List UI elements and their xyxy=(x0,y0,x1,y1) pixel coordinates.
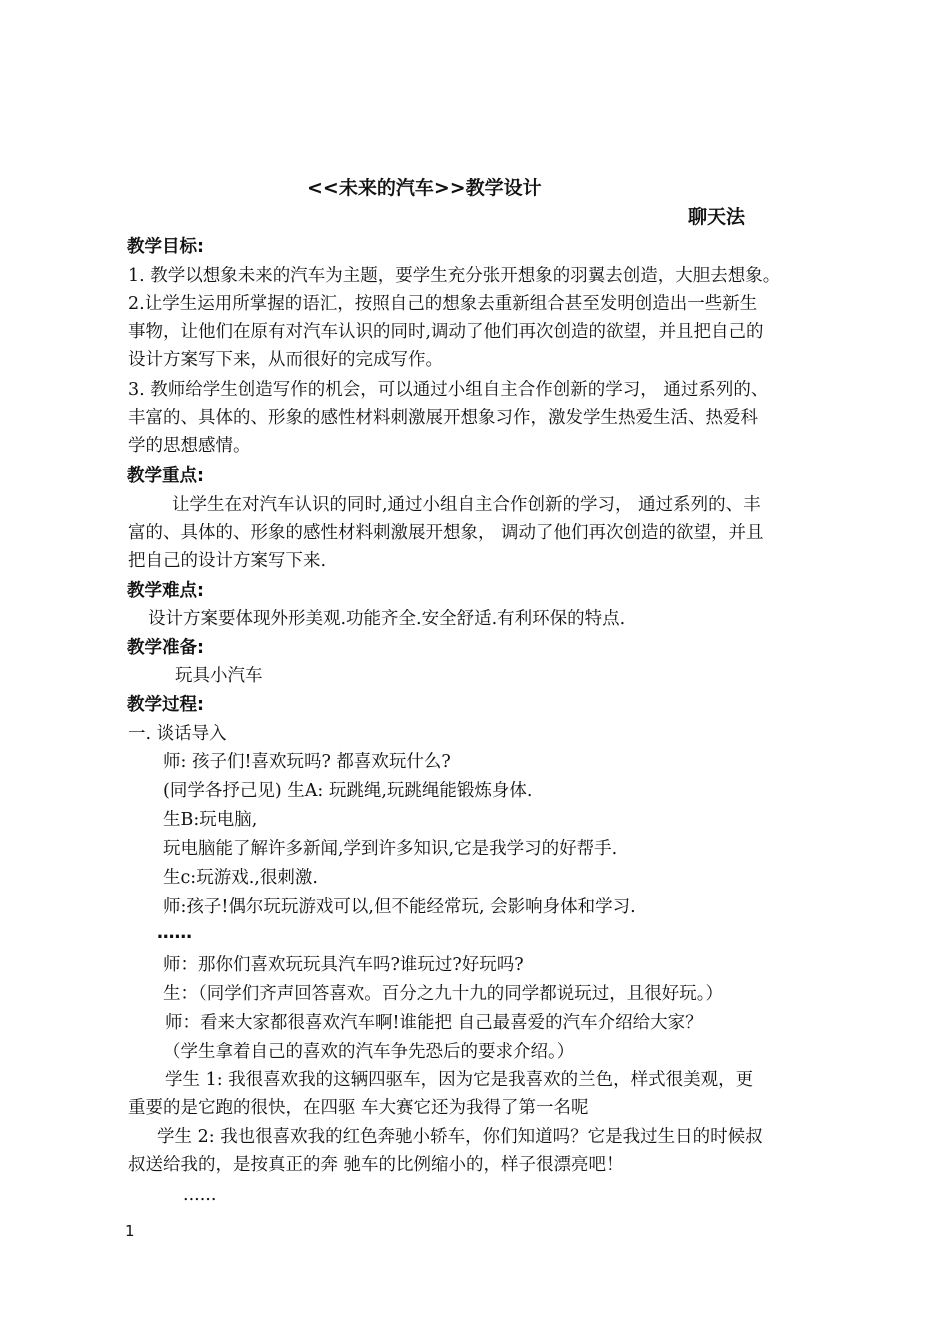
focus-line: 让学生在对汽车认识的同时,通过小组自主合作创新的学习， 通过系列的、丰 xyxy=(172,495,761,515)
goal-line: 2.让学生运用所掌握的语汇，按照自己的想象去重新组合甚至发明创造出一些新生 xyxy=(128,294,758,314)
process-heading: 教学过程: xyxy=(127,695,204,715)
process-line: 生：（同学们齐声回答喜欢。百分之九十九的同学都说玩过，且很好玩。） xyxy=(163,984,723,1004)
process-line: 师:孩子!偶尔玩玩游戏可以,但不能经常玩, 会影响身体和学习. xyxy=(163,897,636,917)
process-line: 一. 谈话导入 xyxy=(128,724,227,744)
focus-heading: 教学重点: xyxy=(127,466,204,486)
prep-text: 玩具小汽车 xyxy=(175,666,263,686)
process-line: 生c:玩游戏.,很刺激. xyxy=(163,868,318,888)
doc-title: <<未来的汽车>>教学设计 xyxy=(307,177,542,199)
process-line: 叔送给我的，是按真正的奔 驰车的比例缩小的，样子很漂亮吧！ xyxy=(128,1155,624,1175)
focus-line: 把自己的设计方案写下来. xyxy=(128,551,327,571)
difficulty-text: 设计方案要体现外形美观.功能齐全.安全舒适.有利环保的特点. xyxy=(148,609,626,629)
process-line: 生B:玩电脑, xyxy=(163,810,258,830)
goal-line: 3. 教师给学生创造写作的机会，可以通过小组自主合作创新的学习， 通过系列的、 xyxy=(128,380,769,400)
goal-line: 设计方案写下来，从而很好的完成写作。 xyxy=(128,350,443,370)
page-number: 1 xyxy=(125,1222,135,1240)
goal-heading: 教学目标: xyxy=(127,237,204,257)
goal-line: 学的思想感情。 xyxy=(128,436,251,456)
process-line: (同学各抒己见) 生A: 玩跳绳,玩跳绳能锻炼身体. xyxy=(163,781,533,801)
process-line: 师：看来大家都很喜欢汽车啊!谁能把 自己最喜爱的汽车介绍给大家？ xyxy=(165,1013,703,1033)
process-line: 重要的是它跑的很快，在四驱 车大赛它还为我得了第一名呢 xyxy=(128,1098,589,1118)
goal-line: 1. 教学以想象未来的汽车为主题，要学生充分张开想象的羽翼去创造，大胆去想象。 xyxy=(128,266,781,286)
goal-line: 丰富的、具体的、形象的感性材料刺激展开想象习作，激发学生热爱生活、热爱科 xyxy=(128,408,758,428)
process-line: 学生 1: 我很喜欢我的这辆四驱车，因为它是我喜欢的兰色，样式很美观，更 xyxy=(165,1070,754,1090)
process-line: 学生 2: 我也很喜欢我的红色奔驰小轿车，你们知道吗？它是我过生日的时候叔 xyxy=(157,1127,763,1147)
difficulty-heading: 教学难点: xyxy=(127,581,204,601)
focus-line: 富的、具体的、形象的感性材料刺激展开想象， 调动了他们再次创造的欲望，并且 xyxy=(128,523,764,543)
process-line: 师: 孩子们!喜欢玩吗? 都喜欢玩什么? xyxy=(163,752,451,772)
process-line: …… xyxy=(157,923,192,943)
process-line: （学生拿着自己的喜欢的汽车争先恐后的要求介绍。） xyxy=(163,1042,575,1062)
goal-line: 事物，让他们在原有对汽车认识的同时,调动了他们再次创造的欲望，并且把自己的 xyxy=(128,322,764,342)
process-line: 玩电脑能了解许多新闻,学到许多知识,它是我学习的好帮手. xyxy=(163,839,618,859)
process-line: 师：那你们喜欢玩玩具汽车吗?谁玩过?好玩吗? xyxy=(163,955,524,975)
prep-heading: 教学准备: xyxy=(127,638,204,658)
doc-author: 聊天法 xyxy=(688,206,746,228)
process-line: ...... xyxy=(183,1185,217,1205)
